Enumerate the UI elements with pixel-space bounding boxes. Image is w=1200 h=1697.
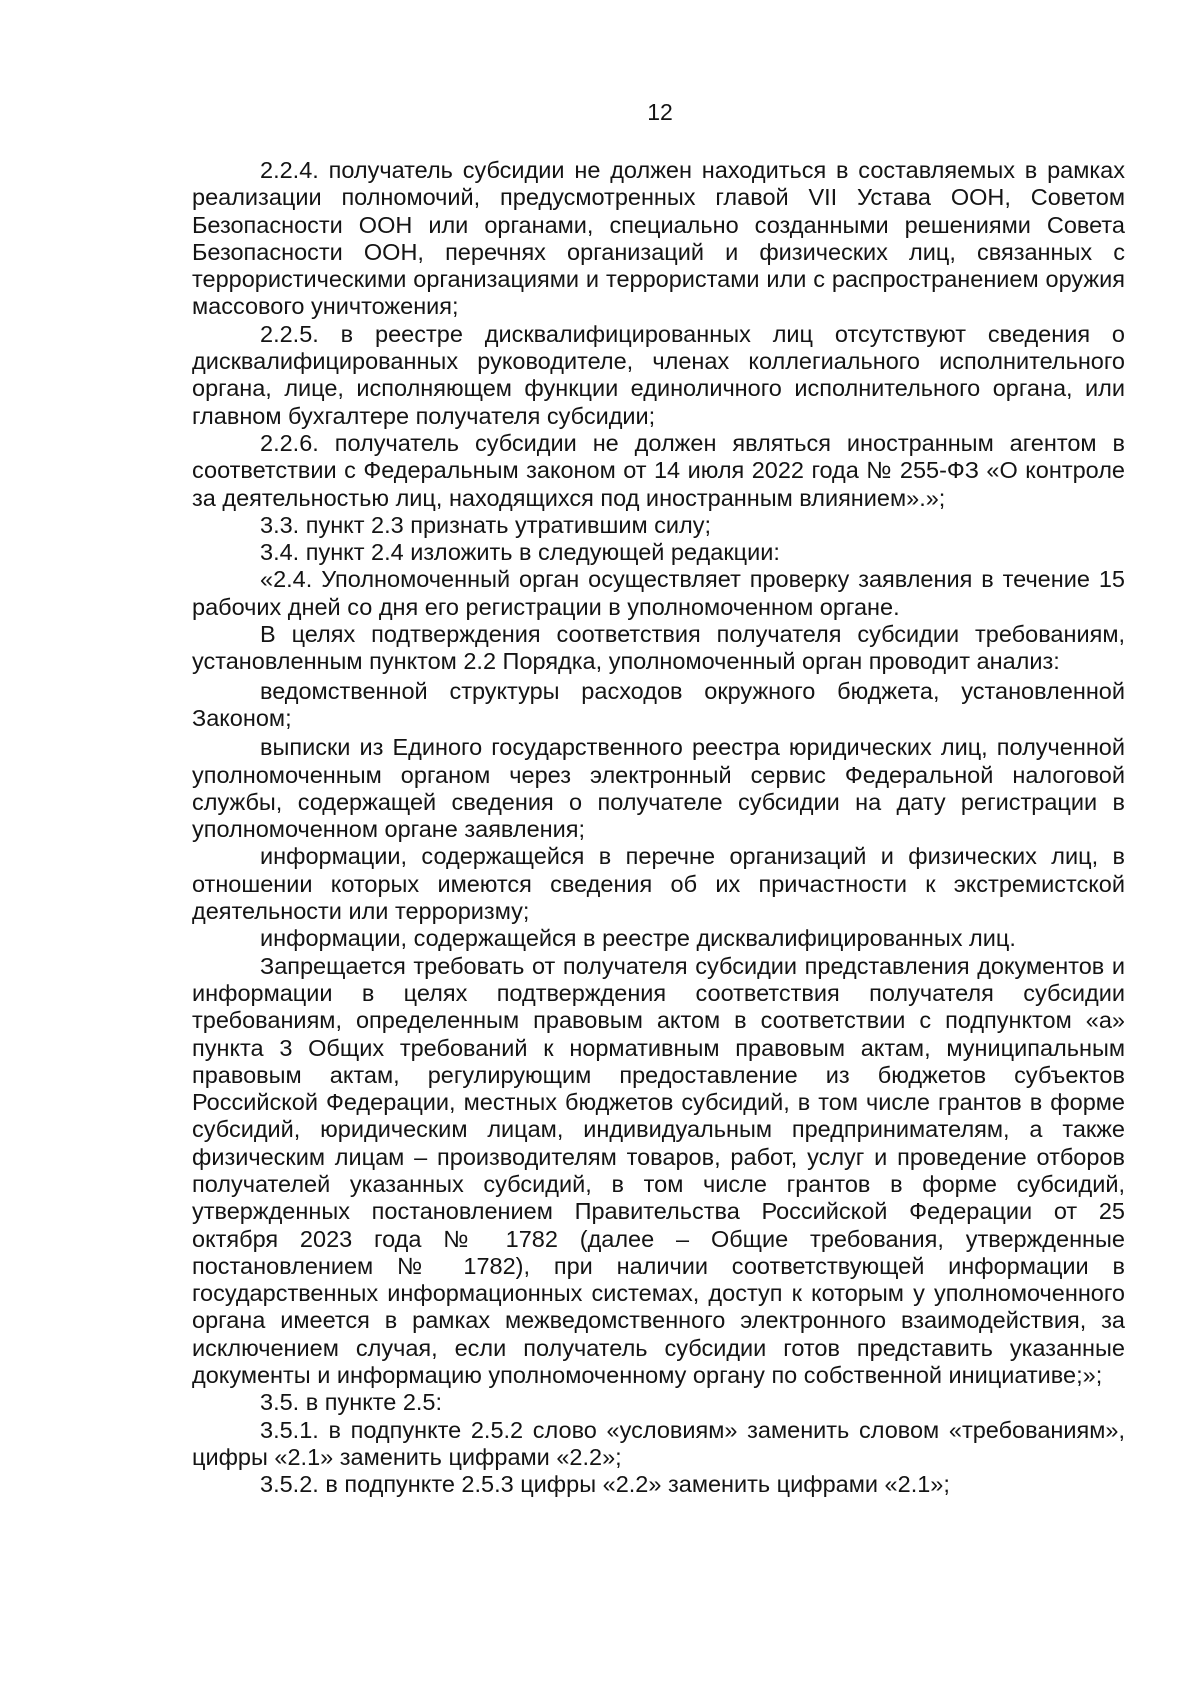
paragraph-3-5: 3.5. в пункте 2.5: <box>260 1389 443 1416</box>
document-body <box>192 157 1125 1499</box>
paragraph-prohibition: Запрещается требовать от получателя субсидии представления документов и информации в целях подтверждения соответствия получателя субсидии требованиям, определенным правовым актом в соответствии с подпунктом «а» пункта 3 Общих требований к нормативным правовым актам, муниципальным правовым актам, регулирующим предоставление из бюджетов субъектов Российской Федерации, местных бюджетов субсидий, в том числе грантов в форме субсидий, юридическим лицам, индивидуальным предпринимателям, а также физическим лицам – производителям товаров, работ, услуг и проведение отборов получателей указанных субсидий, в том числе грантов в форме субсидий, утвержденных постановлением Правительства Российской Федерации от 25 октября 2023 года № 1782 (далее – Общие требования, утвержденные постановлением № 1782), при наличии соответствующей информации в государственных информационных системах, доступ к которым у уполномоченного органа имеется в рамках межведомственного электронного взаимодействия, за исключением случая, если получатель субсидии готов представить указанные документы и информацию уполномоченному органу по собственной инициативе;»; <box>192 952 1125 1389</box>
page-number: 12 <box>647 99 673 125</box>
paragraph-3-5-1: 3.5.1. в подпункте 2.5.2 слово «условиям» заменить словом «требованиям», цифры «2.1» заменить цифрами «2.2»; <box>192 1416 1125 1470</box>
paragraph-analysis-egrul: выписки из Единого государственного реестра юридических лиц, полученной уполномоченным органом через электронный сервис Федеральной налоговой службы, содержащей сведения о получателе субсидии на дату регистрации в уполномоченном органе заявления; <box>192 734 1125 843</box>
paragraph-2-2-4: 2.2.4. получатель субсидии не должен находиться в составляемых в рамках реализации полномочий, предусмотренных главой VII Устава ООН, Советом Безопасности ООН или органами, специально созданными решениями Совета Безопасности ООН, перечнях организаций и физических лиц, связанных с террористическими организациями и террористами или с распространением оружия массового уничтожения; <box>192 157 1125 320</box>
paragraph-2-2-5: 2.2.5. в реестре дисквалифицированных лиц отсутствуют сведения о дисквалифицированных руководителе, членах коллегиального исполнительного органа, лице, исполняющем функции единоличного исполнительного органа, или главном бухгалтере получателя субсидии; <box>192 320 1125 429</box>
paragraph-analysis-intro: В целях подтверждения соответствия получателя субсидии требованиям, установленным пунктом 2.2 Порядка, уполномоченный орган проводит анализ: <box>192 621 1125 675</box>
paragraph-analysis-extremism: информации, содержащейся в перечне организаций и физических лиц, в отношении которых имеются сведения об их причастности к экстремистской деятельности или терроризму; <box>192 843 1125 925</box>
paragraph-analysis-disqualified: информации, содержащейся в реестре дисквалифицированных лиц. <box>260 925 1016 952</box>
paragraph-analysis-budget: ведомственной структуры расходов окружного бюджета, установленной Законом; <box>192 677 1125 731</box>
paragraph-2-4: «2.4. Уполномоченный орган осуществляет проверку заявления в течение 15 рабочих дней со дня его регистрации в уполномоченном органе. <box>192 566 1125 620</box>
paragraph-3-4: 3.4. пункт 2.4 изложить в следующей редакции: <box>260 539 780 566</box>
paragraph-3-3: 3.3. пункт 2.3 признать утратившим силу; <box>260 511 712 538</box>
paragraph-3-5-2: 3.5.2. в подпункте 2.5.3 цифры «2.2» заменить цифрами «2.1»; <box>260 1471 950 1498</box>
paragraph-2-2-6: 2.2.6. получатель субсидии не должен являться иностранным агентом в соответствии с Федеральным законом от 14 июля 2022 года № 255-ФЗ «О контроле за деятельностью лиц, находящихся под иностранным влиянием».»; <box>192 429 1125 511</box>
